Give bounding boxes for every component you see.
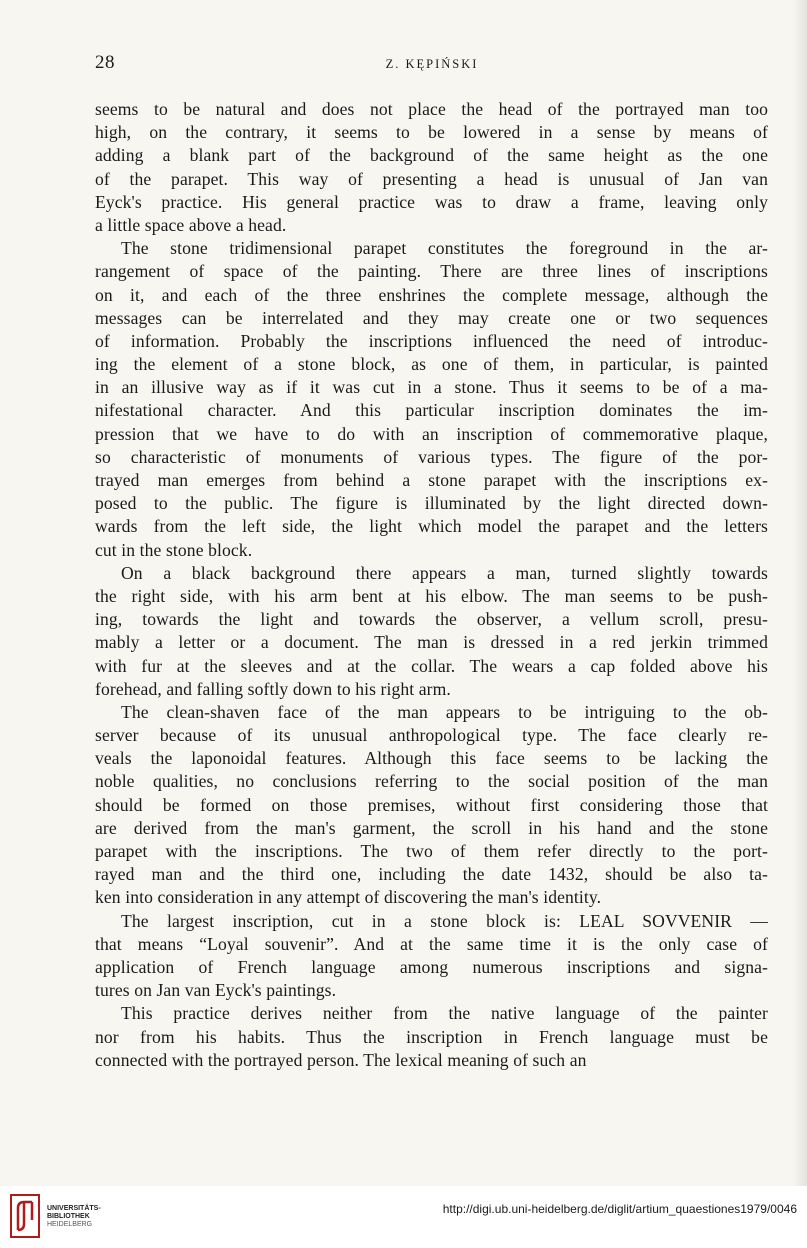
page-number: 28 (95, 52, 115, 73)
running-head: Z. KĘPIŃSKI (385, 57, 479, 71)
text-line: rangement of space of the painting. There are three lines of inscriptions (95, 261, 768, 282)
text-line: The clean-shaven face of the man appears to be intriguing to the ob- (121, 701, 768, 722)
text-line: ing the element of a stone block, as one of them, in particular, is painted (95, 354, 768, 375)
library-name (47, 1205, 101, 1229)
text-line: Eyck's practice. His general practice was to draw a frame, leaving only (95, 191, 768, 212)
text-line: pression that we have to do with an inscription of commemorative plaque, (95, 423, 768, 444)
source-url-link[interactable]: http://digi.ub.uni-heidelberg.de/diglit/artium_quaestiones1979/0046 (442, 1202, 797, 1216)
text-line: noble qualities, no conclusions referring to the social position of the man (95, 771, 768, 792)
text-line: messages can be interrelated and they may create one or two sequences (95, 307, 768, 328)
text-line: so characteristic of monuments of various types. The figure of the por- (95, 446, 768, 467)
text-line: On a black background there appears a man, turned slightly towards (121, 562, 768, 583)
footer-bar (0, 1186, 807, 1248)
page-header (95, 52, 769, 78)
text-line: seems to be natural and does not place the head of the portrayed man too (95, 99, 768, 119)
text-line: connected with the portrayed person. The lexical meaning of such an (95, 1049, 587, 1070)
library-logo-icon (10, 1194, 40, 1238)
text-line: ken into consideration in any attempt of discovering the man's identity. (95, 887, 602, 908)
text-line: forehead, and falling softly down to his right arm. (95, 678, 451, 699)
text-line: with fur at the sleeves and at the collar. The wears a cap folded above his (95, 655, 768, 676)
text-line: wards from the left side, the light which model the parapet and the letters (95, 516, 768, 537)
text-line: cut in the stone block. (95, 539, 253, 560)
text-line: The stone tridimensional parapet constitutes the foreground in the ar- (121, 238, 768, 259)
text-line: mably a letter or a document. The man is dressed in a red jerkin trimmed (95, 632, 768, 653)
text-line: adding a blank part of the background of the same height as the one (95, 145, 768, 166)
text-line: the right side, with his arm bent at his elbow. The man seems to be push- (95, 585, 768, 606)
body-text (95, 98, 768, 1072)
text-line: This practice derives neither from the native language of the painter (121, 1003, 768, 1024)
text-line: that means “Loyal souvenir”. And at the same time it is the only case of (95, 933, 768, 954)
text-line: on it, and each of the three enshrines the complete message, although the (95, 284, 768, 305)
text-line: parapet with the inscriptions. The two of them refer directly to the port- (95, 841, 768, 861)
text-line: of the parapet. This way of presenting a head is unusual of Jan van (95, 168, 768, 189)
text-line: server because of its unusual anthropological type. The face clearly re- (95, 725, 768, 746)
text-line: of information. Probably the inscriptions influenced the need of introduc- (95, 330, 768, 351)
library-name-line3: HEIDELBERG (47, 1221, 93, 1228)
text-line: posed to the public. The figure is illuminated by the light directed down- (95, 493, 768, 514)
text-line: tures on Jan van Eyck's paintings. (95, 980, 337, 1001)
text-line: a little space above a head. (95, 214, 287, 235)
text-line: trayed man emerges from behind a stone parapet with the inscriptions ex- (95, 470, 768, 490)
text-line: nifestational character. And this particular inscription dominates the im- (95, 400, 768, 421)
text-line: nor from his habits. Thus the inscription in French language must be (95, 1026, 768, 1047)
text-line: application of French language among numerous inscriptions and signa- (95, 956, 768, 977)
text-line: The largest inscription, cut in a stone block is: LEAL SOVVENIR — (121, 910, 768, 931)
text-line: are derived from the man's garment, the scroll in his hand and the stone (95, 817, 768, 838)
text-line: in an illusive way as if it was cut in a stone. Thus it seems to be of a ma- (95, 377, 768, 398)
text-line: high, on the contrary, it seems to be lowered in a sense by means of (95, 122, 768, 143)
text-line: veals the laponoidal features. Although this face seems to be lacking the (95, 748, 768, 769)
text-line: rayed man and the third one, including the date 1432, should be also ta- (95, 864, 768, 885)
text-line: should be formed on those premises, without first considering those that (95, 794, 768, 815)
text-line: ing, towards the light and towards the observer, a vellum scroll, presu- (95, 609, 768, 630)
library-name-line1: UNIVERSITÄTS- (47, 1205, 101, 1212)
library-name-line2: BIBLIOTHEK (47, 1213, 90, 1220)
